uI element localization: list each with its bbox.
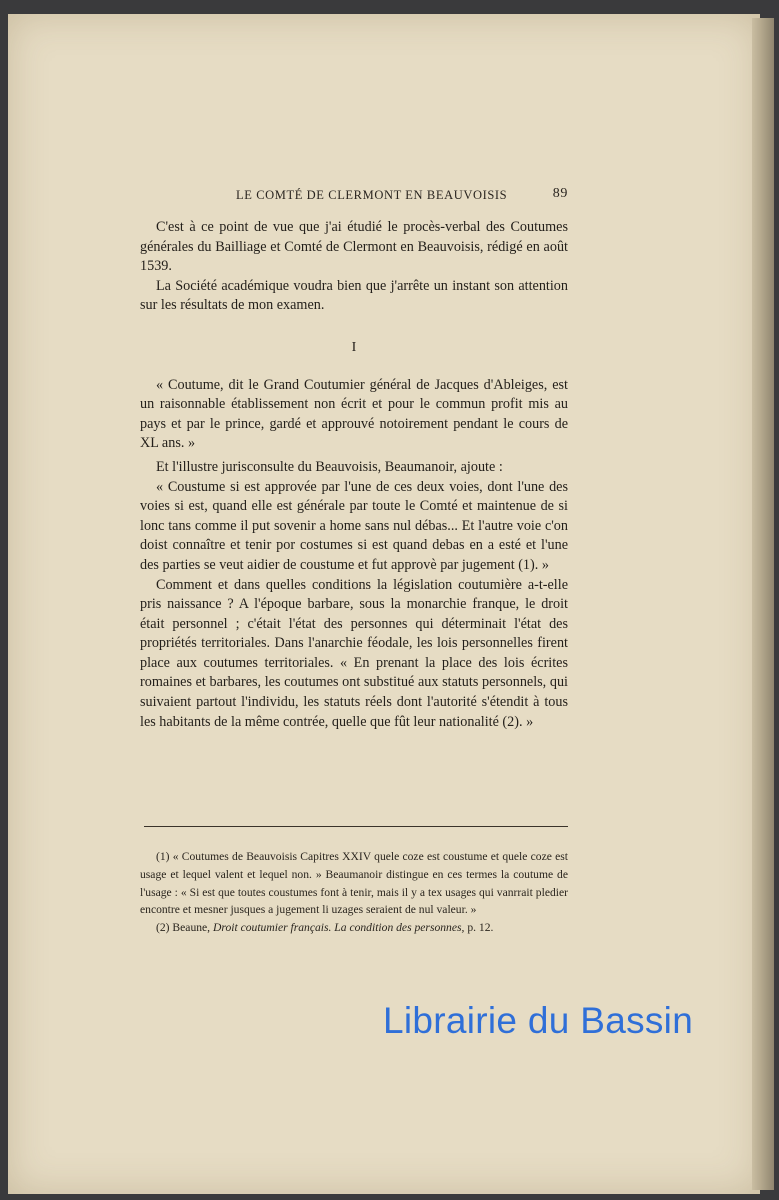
paragraph: « Coutume, dit le Grand Coutumier général de Jacques d'Ableiges, est un raisonnable établissement non écrit et pour le commun profit mis au pays et par le prince, gardé et approuvé notoirement pendant le cours de XL ans. » xyxy=(140,376,568,452)
seller-watermark: Librairie du Bassin xyxy=(383,1000,694,1041)
footnotes xyxy=(140,848,568,937)
paragraph: Et l'illustre jurisconsulte du Beauvoisis, Beaumanoir, ajoute : xyxy=(156,458,503,475)
page-number: 89 xyxy=(552,186,568,201)
running-header xyxy=(140,186,568,208)
running-title: LE COMTÉ DE CLERMONT EN BEAUVOISIS xyxy=(236,188,508,202)
footnote-rule xyxy=(144,826,568,827)
footnote xyxy=(140,919,568,937)
section-heading: I xyxy=(351,339,357,355)
footnote-page: p. 12. xyxy=(467,921,494,935)
paragraph: C'est à ce point de vue que j'ai étudié le procès-verbal des Coutumes générales du Bailliage et Comté de Clermont en Beauvoisis, rédigé en août 1539. xyxy=(140,219,568,275)
paragraph: Comment et dans quelles conditions la législation coutumière a-t-elle pris naissance ? A l'époque barbare, sous la monarchie franque, le droit était personnel ; c'était l'état des personnes qui déterminait l'état des propriétés territoriales. Dans l'anarchie féodale, les lois personnelles firent place aux coutumes territoriales. « En prenant la place des lois écrites romaines et barbares, les coutumes ont substitué aux statuts personnels, qui suivaient partout l'individu, les statuts réels dont l'autorité s'étendit à tous les habitants de la même contrée, quelle que fût leur nationalité (2). » xyxy=(140,576,568,730)
quotation: « Coustume si est approvée par l'une de ces deux voies, dont l'une des voies si est, quand elle est générale par toute le Comté et maintenue de si lonc tans comme il put sovenir a home sans nul débas... Et l'autre voie c'on doist connaître et tenir por costumes si est quand debas en a esté et l'une des parties se veut aidier de coustume et fut approvè par jugement (1). » xyxy=(140,478,568,573)
footnote-ref: (2) Beaune, xyxy=(156,921,211,935)
footnote-title: Droit coutumier français. La condition des personnes, xyxy=(213,921,465,935)
footnote: (1) « Coutumes de Beauvoisis Capitres XXIV quele coze est coustume et quele coze est usage et lequel valent et lequel non. » Beaumanoir distingue en ces termes la coutume de l'usage : « Si est que toutes coustumes font à tenir, mais il y a tex usages qui vanrrait pledier encontre et mesner jusques a jugement li uzages seraient de nul valeur. » xyxy=(140,850,568,917)
paragraph: La Société académique voudra bien que j'arrête un instant son attention sur les résultats de mon examen. xyxy=(140,277,568,314)
main-text xyxy=(140,218,568,732)
page-stack-edge xyxy=(752,18,774,1190)
